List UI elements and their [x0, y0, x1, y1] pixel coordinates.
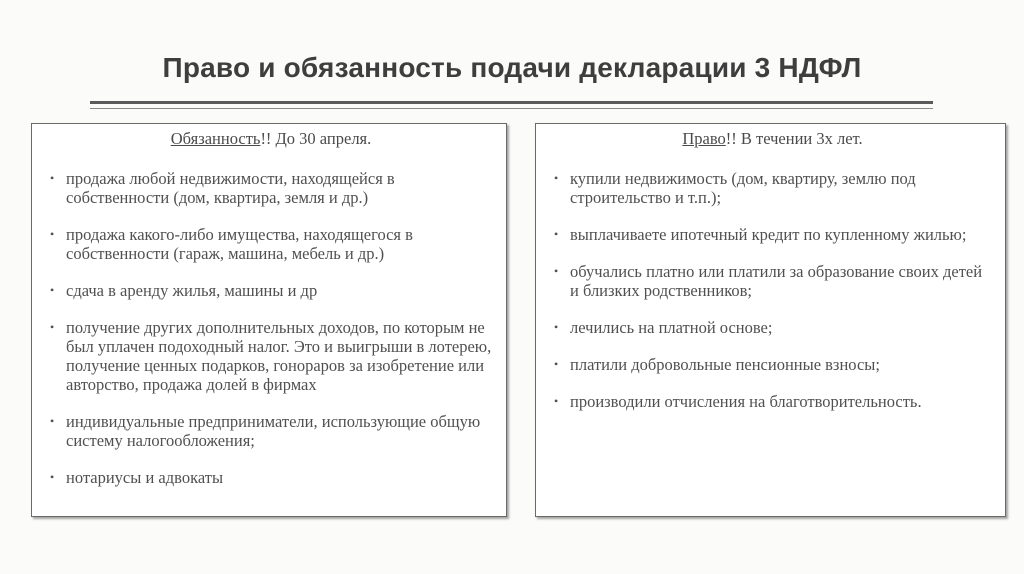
- right-list: [554, 169, 991, 411]
- right-box: [535, 123, 1006, 517]
- bullet-icon: •: [554, 394, 559, 408]
- list-item: • купили недвижимость (дом, квартиру, землю под строительство и т.п.);: [554, 169, 916, 207]
- obligation-heading-key: Обязанность: [170, 129, 261, 148]
- list-item: • обучались платно или платили за образование своих детей и близких родственников;: [554, 262, 983, 300]
- right-heading-key: Право: [682, 129, 726, 148]
- title-divider-thick: [90, 101, 933, 104]
- bullet-icon: •: [50, 414, 55, 428]
- bullet-icon: •: [554, 264, 559, 278]
- right-heading: [554, 129, 991, 149]
- list-item: • сдача в аренду жилья, машины и др: [50, 281, 318, 300]
- page-title: Право и обязанность подачи декларации 3 НДФЛ: [162, 52, 862, 83]
- obligation-list: [50, 169, 492, 487]
- bullet-icon: •: [50, 470, 55, 484]
- title-divider-thin: [90, 108, 933, 109]
- list-item: • лечились на платной основе;: [554, 318, 773, 337]
- bullet-icon: •: [50, 171, 55, 185]
- obligation-heading-deadline: !! До 30 апреля.: [260, 129, 372, 148]
- list-item: • продажа какого-либо имущества, находящегося в собственности (гараж, машина, мебель и др.): [50, 225, 413, 263]
- list-item: • производили отчисления на благотворительность.: [554, 392, 922, 411]
- bullet-icon: •: [50, 320, 55, 334]
- obligation-box: [31, 123, 507, 517]
- obligation-heading: [50, 129, 492, 149]
- bullet-icon: •: [554, 171, 559, 185]
- right-heading-period: !! В течении 3х лет.: [725, 129, 863, 148]
- list-item: • выплачиваете ипотечный кредит по купленному жилью;: [554, 225, 967, 244]
- list-item: • продажа любой недвижимости, находящейся в собственности (дом, квартира, земля и др.): [50, 169, 395, 207]
- bullet-icon: •: [554, 227, 559, 241]
- bullet-icon: •: [50, 283, 55, 297]
- list-item: • платили добровольные пенсионные взносы;: [554, 355, 880, 374]
- list-item: • индивидуальные предприниматели, использующие общую систему налогообложения;: [50, 412, 481, 450]
- bullet-icon: •: [50, 227, 55, 241]
- bullet-icon: •: [554, 320, 559, 334]
- list-item: • нотариусы и адвокаты: [50, 468, 224, 487]
- list-item: • получение других дополнительных доходов, по которым не был уплачен подоходный налог. Это и выигрыши в лотерею, получение ценных подарков, гонораров за изобретение или авторство, продажа долей в фирмах: [50, 318, 492, 394]
- bullet-icon: •: [554, 357, 559, 371]
